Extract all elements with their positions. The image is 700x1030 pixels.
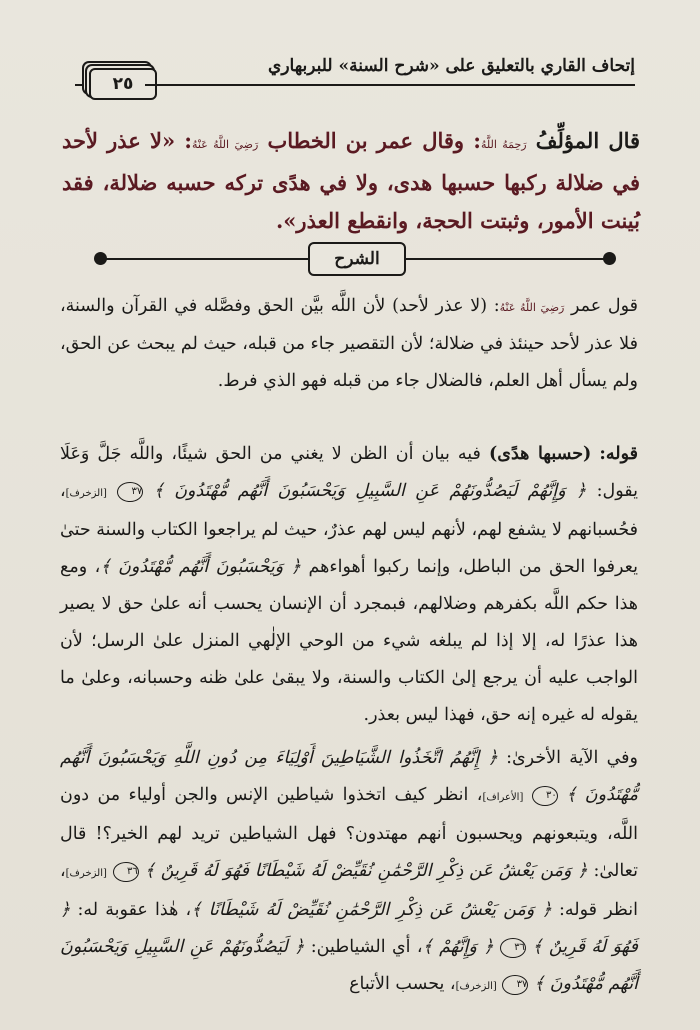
header-dash (75, 84, 85, 86)
author-quote: : «لا عذر لأحد في ضلالة ركبها حسبها هدى، ولا في هدًى تركه حسبه ضلالة، فقد بُينت الأمور، وثبتت الحجة، وانقطع العذر». (62, 128, 640, 233)
quran-verse: ﴿ وَمَن يَعْشُ عَن ذِكْرِ الرَّحْمَٰنِ نُقَيِّضْ لَهُ شَيْطَانًا ﴾ (191, 900, 552, 920)
surah-ref: [الزخرف] (455, 981, 497, 992)
surah-ref: [الزخرف] (65, 488, 107, 499)
quran-verse: ﴿ وَمَن يَعْشُ عَن ذِكْرِ الرَّحْمَٰنِ نُقَيِّضْ لَهُ شَيْطَانًا فَهُوَ لَهُ قَرِينٌ ﴾ (144, 861, 588, 881)
verse-number: ٣٦ (500, 938, 526, 958)
header-rule (145, 84, 635, 86)
paragraph-3 (60, 740, 668, 1005)
page-header (75, 50, 635, 100)
quran-verse: ﴿ فَهُوَ لَهُ قَرِينٌ ﴾ (60, 900, 638, 957)
sharh-divider (90, 242, 620, 272)
paragraph-1 (60, 288, 668, 400)
verse-number: ٣٠ (532, 786, 558, 806)
paragraph-2 (60, 436, 668, 734)
p3-d: ، هٰذا عقوبة له: (77, 900, 192, 920)
section-label: الشرح (308, 242, 406, 276)
author-line1: : وقال عمر بن الخطاب (267, 128, 481, 153)
p1-a: قول عمر (571, 296, 638, 316)
p3-e: ، أي الشياطين: (310, 937, 423, 957)
surah-ref: [الأعراف] (482, 792, 524, 803)
honorific-rahimahullah: رَحِمَهُ اللَّهُ (480, 138, 527, 151)
verse-number: ٣٧ (117, 482, 143, 502)
p2-b: ، فحُسبانهم لا يشفع لهم، لأنهم ليس لهم عذرٌ، حيث لم يراجعوا الكتاب والسنة حتىٰ يعرفوا الحق من الباطل، وإنما ركبوا أهواءهم (60, 481, 638, 577)
quran-verse: ﴿ إِنَّهُمُ اتَّخَذُوا الشَّيَاطِينَ أَوْلِيَاءَ مِن دُونِ اللَّهِ وَيَحْسَبُونَ أَنَّهُم مُّهْتَدُونَ ﴾ (60, 748, 638, 805)
p1-b: : (لا عذر لأحد) لأن اللَّه بيَّن الحق وفصَّله في القرآن والسنة، فلا عذر لأحد حينئذ في ضلالة؛ لأن التقصير جاء من قبله، حيث لم يبحث عن الحق، ولم يسأل أهل العلم، فالضلال جاء من قبله فهو الذي فرط. (60, 296, 638, 391)
running-title: إتحاف القاري بالتعليق على «شرح السنة» للبربهاري (268, 56, 635, 76)
surah-ref: [الزخرف] (65, 868, 107, 879)
p1-honorific: رَضِيَ اللَّهُ عَنْهُ (499, 301, 565, 314)
honorific-radiallahu: رَضِيَ اللَّهُ عَنْهُ (192, 138, 259, 151)
quran-verse: ﴿ وَإِنَّهُمْ لَيَصُدُّونَهُمْ عَنِ السَّبِيلِ وَيَحْسَبُونَ أَنَّهُم مُّهْتَدُونَ ﴾ (153, 481, 587, 501)
quran-verse: ﴿ وَيَحْسَبُونَ أَنَّهُم مُّهْتَدُونَ ﴾ (100, 557, 301, 577)
p3-c: ، انظر قوله: (60, 861, 638, 920)
quran-verse: ﴿ وَإِنَّهُمْ ﴾ (422, 937, 494, 957)
p3-a: وفي الآية الأخرىٰ: (506, 748, 638, 768)
author-text (62, 122, 640, 240)
divider-dot-right (603, 252, 616, 265)
verse-number: ٣٧ (502, 975, 528, 995)
page-number: ٢٥ (89, 68, 157, 100)
author-lead: قال المؤلِّفُ (535, 128, 641, 153)
divider-dot-left (94, 252, 107, 265)
p2-c: ، ومع هذا حكم اللَّه بكفرهم وضلالهم، فبمجرد أن الإنسان يحسب أنه علىٰ حق لا يصير هذا عذرًا له، إلا إذا لم يبلغه شيء من الوحي الإلٰهي المنزل علىٰ الرسل؛ لأن الواجب عليه أن يرجع إلىٰ الكتاب والسنة، ولا يبقىٰ علىٰ ظنه وحسبانه، وعلىٰ ما يقوله له غيره إنه حق، فهذا ليس بعذر. (60, 557, 638, 725)
p2-a: فيه بيان أن الظن لا يغني من الحق شيئًا، واللَّه جَلَّ وَعَلَا يقول: (60, 444, 638, 501)
p2-lead: قوله: (599, 444, 638, 464)
p3-f: ، يحسب الأتباع (349, 974, 456, 994)
verse-number: ٣٦ (113, 862, 139, 882)
quran-verse: ﴿ لَيَصُدُّونَهُمْ عَنِ السَّبِيلِ وَيَحْسَبُونَ أَنَّهُم مُّهْتَدُونَ ﴾ (60, 937, 638, 994)
p3-b: ، انظر كيف اتخذوا شياطين الإنس والجن أولياء من دون اللَّه، ويتبعونهم ويحسبون أنهم مهتدون؟ فهل الشياطين تريد لهم الخير؟! قال تعالىٰ: (60, 785, 638, 881)
p2-phrase: (حسبها هدًى) (488, 444, 592, 464)
